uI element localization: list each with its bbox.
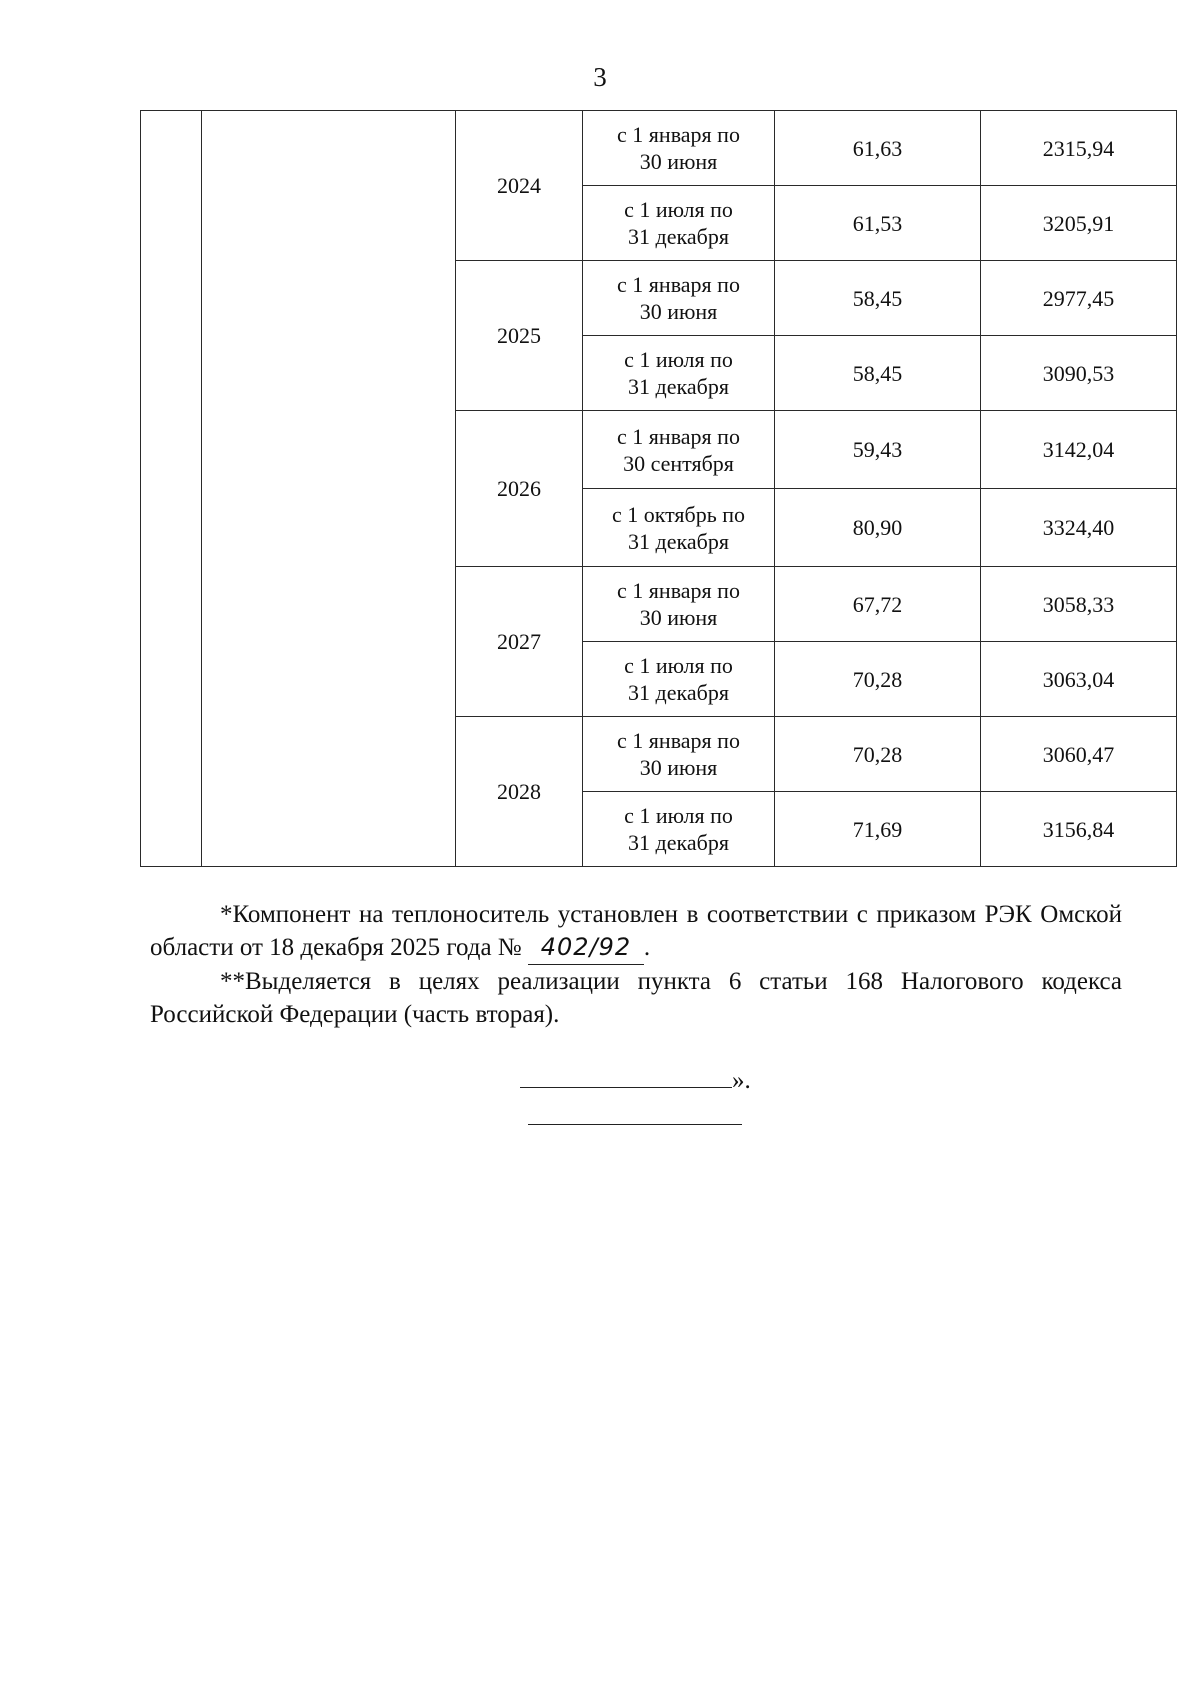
period-from: с 1 июля по (624, 803, 733, 828)
period-to: 30 июня (639, 755, 718, 780)
handwritten-order-number: 402/92 (528, 931, 644, 965)
period-cell (583, 792, 775, 867)
year-cell: 2027 (456, 567, 583, 717)
closing-quote (520, 1065, 751, 1096)
period-cell (583, 186, 775, 261)
year-cell: 2025 (456, 261, 583, 411)
table-empty-column-a (141, 111, 202, 867)
closing-mark: ». (732, 1067, 751, 1094)
period-from: с 1 июля по (624, 653, 733, 678)
tariff-value-cell: 2315,94 (981, 111, 1177, 186)
closing-underline (520, 1065, 732, 1088)
component-value-cell: 71,69 (775, 792, 981, 867)
tariff-table (140, 110, 1177, 867)
tariff-value-cell: 3324,40 (981, 489, 1177, 567)
tariff-value-cell: 3090,53 (981, 336, 1177, 411)
period-cell (583, 411, 775, 489)
tariff-value-cell: 2977,45 (981, 261, 1177, 336)
period-cell (583, 111, 775, 186)
period-to: 31 декабря (628, 374, 729, 399)
component-value-cell: 58,45 (775, 261, 981, 336)
page-number: 3 (593, 62, 607, 92)
period-from: с 1 октябрь по (611, 501, 746, 527)
period-cell (583, 642, 775, 717)
tariff-value-cell: 3156,84 (981, 792, 1177, 867)
period-from: с 1 июля по (624, 347, 733, 372)
period-cell (583, 336, 775, 411)
period-to: 30 сентября (623, 450, 734, 476)
footnote-2: **Выделяется в целях реализации пункта 6 статьи 168 Налогового кодекса Российской Федерации (часть вторая). (150, 968, 1122, 1028)
period-from: с 1 января по (617, 423, 740, 449)
period-to: 31 декабря (628, 830, 729, 855)
table-empty-column-b (202, 111, 456, 867)
year-cell: 2026 (456, 411, 583, 567)
period-from: с 1 января по (617, 122, 740, 147)
period-to: 31 декабря (628, 680, 729, 705)
footnote-1 (150, 898, 1122, 965)
tariff-value-cell: 3142,04 (981, 411, 1177, 489)
period-from: с 1 января по (617, 578, 740, 603)
period-from: с 1 июля по (624, 197, 733, 222)
period-to: 31 декабря (628, 224, 729, 249)
period-from: с 1 января по (617, 272, 740, 297)
period-to: 30 июня (639, 605, 718, 630)
tariff-value-cell: 3063,04 (981, 642, 1177, 717)
footnote-1-end: . (643, 934, 651, 961)
period-from: с 1 января по (617, 728, 740, 753)
component-value-cell: 80,90 (775, 489, 981, 567)
period-cell (583, 261, 775, 336)
footnotes (150, 898, 1122, 1031)
end-rule (528, 1124, 742, 1125)
year-cell: 2028 (456, 717, 583, 867)
component-value-cell: 61,53 (775, 186, 981, 261)
period-cell (583, 717, 775, 792)
period-cell (583, 567, 775, 642)
tariff-value-cell: 3205,91 (981, 186, 1177, 261)
period-cell (583, 489, 775, 567)
tariff-value-cell: 3058,33 (981, 567, 1177, 642)
period-to: 30 июня (639, 299, 718, 324)
period-to: 30 июня (639, 149, 718, 174)
component-value-cell: 70,28 (775, 642, 981, 717)
tariff-value-cell: 3060,47 (981, 717, 1177, 792)
component-value-cell: 67,72 (775, 567, 981, 642)
year-cell: 2024 (456, 111, 583, 261)
period-to: 31 декабря (628, 528, 729, 554)
component-value-cell: 59,43 (775, 411, 981, 489)
component-value-cell: 61,63 (775, 111, 981, 186)
component-value-cell: 58,45 (775, 336, 981, 411)
footnote-1-text: *Компонент на теплоноситель установлен в соответствии с приказом РЭК Омской области от 18 декабря 2025 года № (150, 901, 1122, 961)
component-value-cell: 70,28 (775, 717, 981, 792)
